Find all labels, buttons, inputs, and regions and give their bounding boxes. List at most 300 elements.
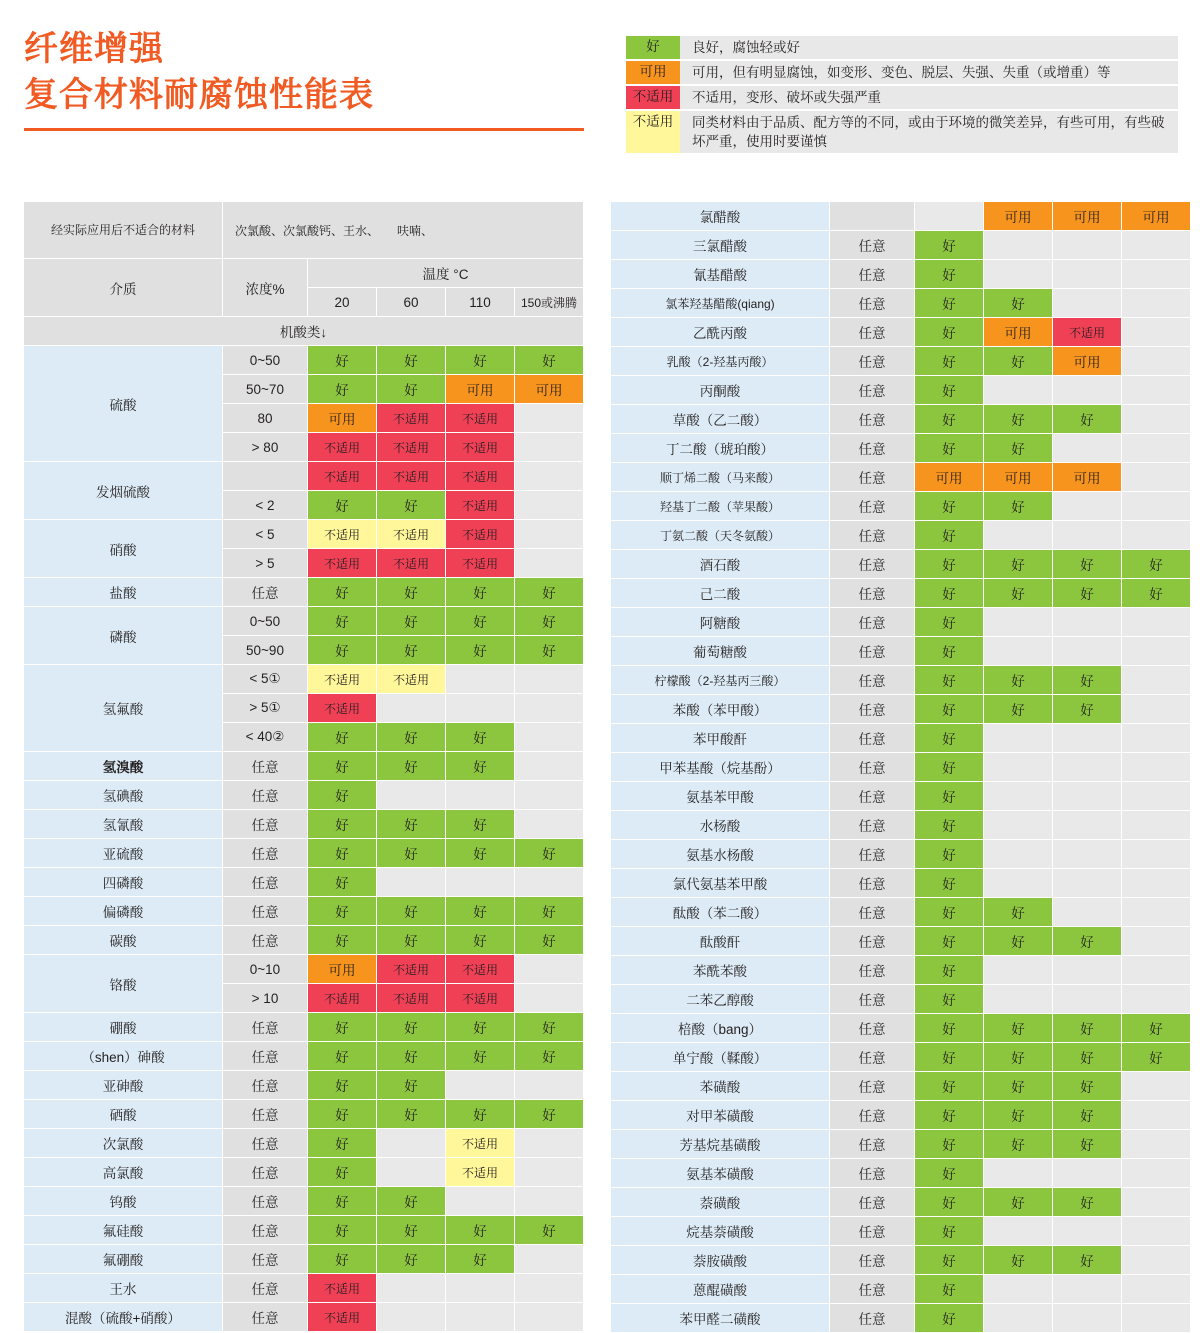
rating-cell bbox=[1122, 405, 1190, 433]
table-row bbox=[611, 869, 1190, 897]
table-row bbox=[611, 376, 1190, 404]
concentration-cell: 任意 bbox=[223, 868, 307, 896]
rating-cell bbox=[377, 781, 445, 809]
medium-name: 三氯醋酸 bbox=[611, 231, 829, 259]
rating-cell: 不适用 bbox=[446, 520, 514, 548]
rating-cell: 好 bbox=[915, 260, 983, 288]
concentration-cell: 任意 bbox=[830, 1159, 914, 1187]
rating-cell bbox=[984, 608, 1052, 636]
rating-cell bbox=[984, 260, 1052, 288]
medium-name: 碳酸 bbox=[24, 926, 222, 954]
rating-cell: 好 bbox=[1053, 550, 1121, 578]
rating-cell bbox=[515, 520, 583, 548]
table-row bbox=[24, 810, 583, 838]
rating-cell: 好 bbox=[984, 434, 1052, 462]
rating-cell bbox=[984, 753, 1052, 781]
rating-cell: 好 bbox=[984, 1014, 1052, 1042]
rating-cell: 好 bbox=[915, 1188, 983, 1216]
table-row bbox=[611, 579, 1190, 607]
table-row bbox=[24, 665, 583, 693]
rating-cell: 好 bbox=[1053, 405, 1121, 433]
medium-name: 羟基丁二酸（苹果酸） bbox=[611, 492, 829, 520]
rating-cell: 好 bbox=[1053, 1014, 1121, 1042]
rating-cell bbox=[446, 868, 514, 896]
medium-name: 亚硫酸 bbox=[24, 839, 222, 867]
concentration-cell: 任意 bbox=[223, 1071, 307, 1099]
rating-cell: 可用 bbox=[1053, 202, 1121, 230]
rating-cell bbox=[984, 869, 1052, 897]
table-row bbox=[24, 1216, 583, 1244]
table-row bbox=[24, 868, 583, 896]
table-row bbox=[611, 1246, 1190, 1274]
rating-cell bbox=[1122, 724, 1190, 752]
rating-cell: 好 bbox=[915, 376, 983, 404]
rating-cell: 好 bbox=[915, 956, 983, 984]
header-temperature: 温度 °C bbox=[308, 259, 583, 287]
medium-name: 硫酸 bbox=[24, 346, 222, 461]
rating-cell bbox=[1122, 376, 1190, 404]
rating-cell: 好 bbox=[984, 1072, 1052, 1100]
header-medium: 介质 bbox=[24, 259, 222, 316]
rating-cell: 好 bbox=[915, 492, 983, 520]
rating-cell bbox=[1122, 1275, 1190, 1303]
rating-cell: 好 bbox=[1053, 1072, 1121, 1100]
concentration-cell: 任意 bbox=[830, 1101, 914, 1129]
rating-cell bbox=[1053, 985, 1121, 1013]
rating-cell: 好 bbox=[984, 289, 1052, 317]
header-temp-20: 20 bbox=[308, 288, 376, 316]
rating-cell bbox=[377, 1303, 445, 1331]
concentration-cell: 任意 bbox=[223, 1013, 307, 1041]
rating-cell bbox=[1053, 1159, 1121, 1187]
medium-name: 氨基水杨酸 bbox=[611, 840, 829, 868]
medium-name: 萘胺磺酸 bbox=[611, 1246, 829, 1274]
medium-name: 氯苯羟基醋酸(qiang) bbox=[611, 289, 829, 317]
rating-cell: 不适用 bbox=[446, 404, 514, 432]
concentration-cell: 任意 bbox=[830, 521, 914, 549]
rating-cell: 好 bbox=[377, 1071, 445, 1099]
concentration-cell: 任意 bbox=[223, 752, 307, 780]
medium-name: 丙酮酸 bbox=[611, 376, 829, 404]
rating-cell: 好 bbox=[915, 318, 983, 346]
medium-name: 磷酸 bbox=[24, 607, 222, 664]
concentration-cell: 任意 bbox=[223, 1129, 307, 1157]
header-row-temp bbox=[24, 259, 583, 287]
concentration-cell: 任意 bbox=[830, 608, 914, 636]
medium-name: 王水 bbox=[24, 1274, 222, 1302]
concentration-cell: 任意 bbox=[830, 666, 914, 694]
rating-cell: 好 bbox=[915, 1014, 983, 1042]
rating-cell bbox=[515, 1274, 583, 1302]
medium-name: 氯醋酸 bbox=[611, 202, 829, 230]
rating-cell: 不适用 bbox=[446, 491, 514, 519]
rating-cell: 好 bbox=[446, 723, 514, 751]
rating-cell: 好 bbox=[446, 1216, 514, 1244]
legend-key-usable: 可用 bbox=[626, 61, 680, 84]
rating-cell bbox=[1053, 231, 1121, 259]
table-row bbox=[611, 347, 1190, 375]
concentration-cell: 任意 bbox=[830, 1014, 914, 1042]
concentration-cell: 80 bbox=[223, 404, 307, 432]
rating-cell: 好 bbox=[515, 607, 583, 635]
section-header-organic-acids: 机酸类↓ bbox=[24, 317, 583, 345]
concentration-cell: 任意 bbox=[830, 550, 914, 578]
table-row bbox=[611, 1072, 1190, 1100]
rating-cell: 好 bbox=[915, 898, 983, 926]
table-row bbox=[24, 1071, 583, 1099]
concentration-cell: 任意 bbox=[830, 347, 914, 375]
rating-cell bbox=[1122, 840, 1190, 868]
rating-cell bbox=[1053, 492, 1121, 520]
table-row bbox=[24, 346, 583, 374]
rating-cell bbox=[1053, 260, 1121, 288]
medium-name: 次氯酸 bbox=[24, 1129, 222, 1157]
rating-cell bbox=[984, 782, 1052, 810]
rating-cell: 好 bbox=[1053, 1101, 1121, 1129]
legend-item-caution bbox=[626, 111, 1178, 153]
concentration-cell: 任意 bbox=[223, 1187, 307, 1215]
medium-name: 发烟硫酸 bbox=[24, 462, 222, 519]
rating-cell: 好 bbox=[377, 839, 445, 867]
table-row bbox=[611, 492, 1190, 520]
rating-cell: 好 bbox=[1122, 550, 1190, 578]
rating-cell: 好 bbox=[377, 346, 445, 374]
rating-cell bbox=[1122, 985, 1190, 1013]
table-row bbox=[611, 811, 1190, 839]
rating-cell: 好 bbox=[446, 810, 514, 838]
rating-cell: 不适用 bbox=[446, 984, 514, 1012]
medium-name: 乙酰丙酸 bbox=[611, 318, 829, 346]
table-row bbox=[611, 898, 1190, 926]
rating-cell: 好 bbox=[1053, 1246, 1121, 1274]
rating-cell bbox=[515, 781, 583, 809]
rating-cell bbox=[1122, 1304, 1190, 1332]
table-row bbox=[611, 1275, 1190, 1303]
rating-cell bbox=[1122, 347, 1190, 375]
legend-key-good: 好 bbox=[626, 36, 680, 59]
rating-cell bbox=[515, 433, 583, 461]
table-row bbox=[24, 1274, 583, 1302]
medium-name: 葡萄糖酸 bbox=[611, 637, 829, 665]
rating-cell bbox=[515, 1303, 583, 1331]
concentration-cell: 任意 bbox=[830, 1072, 914, 1100]
rating-cell: 好 bbox=[446, 926, 514, 954]
rating-cell bbox=[1122, 1072, 1190, 1100]
concentration-cell: 任意 bbox=[830, 1246, 914, 1274]
rating-cell: 好 bbox=[308, 752, 376, 780]
concentration-cell: 任意 bbox=[830, 260, 914, 288]
concentration-cell: < 5① bbox=[223, 665, 307, 693]
medium-name: 萘磺酸 bbox=[611, 1188, 829, 1216]
table-row bbox=[24, 1100, 583, 1128]
rating-cell: 好 bbox=[984, 1188, 1052, 1216]
rating-cell: 好 bbox=[915, 579, 983, 607]
rating-cell: 好 bbox=[915, 434, 983, 462]
medium-name: 酒石酸 bbox=[611, 550, 829, 578]
rating-cell bbox=[515, 1129, 583, 1157]
rating-cell bbox=[515, 462, 583, 490]
rating-cell bbox=[1122, 521, 1190, 549]
concentration-cell: 任意 bbox=[830, 1275, 914, 1303]
rating-cell bbox=[1122, 753, 1190, 781]
rating-cell: 好 bbox=[984, 898, 1052, 926]
table-row bbox=[24, 578, 583, 606]
rating-cell bbox=[515, 1187, 583, 1215]
rating-cell: 好 bbox=[377, 491, 445, 519]
rating-cell bbox=[515, 665, 583, 693]
table-row bbox=[611, 840, 1190, 868]
rating-cell: 好 bbox=[984, 1043, 1052, 1071]
rating-cell bbox=[515, 723, 583, 751]
table-row bbox=[24, 520, 583, 548]
rating-cell: 不适用 bbox=[377, 462, 445, 490]
rating-cell: 好 bbox=[915, 840, 983, 868]
rating-cell bbox=[1053, 956, 1121, 984]
rating-cell: 好 bbox=[915, 1246, 983, 1274]
header-row-materials bbox=[24, 202, 583, 258]
concentration-cell: 0~50 bbox=[223, 346, 307, 374]
rating-cell: 好 bbox=[515, 1216, 583, 1244]
legend-key-unfit: 不适用 bbox=[626, 86, 680, 109]
rating-cell: 好 bbox=[915, 1275, 983, 1303]
rating-cell: 好 bbox=[377, 1187, 445, 1215]
header-concentration: 浓度% bbox=[223, 259, 307, 316]
concentration-cell: 任意 bbox=[830, 579, 914, 607]
corrosion-table-left bbox=[23, 201, 584, 1332]
concentration-cell: > 5① bbox=[223, 694, 307, 722]
rating-cell bbox=[515, 810, 583, 838]
rating-cell bbox=[1122, 1101, 1190, 1129]
rating-cell: 好 bbox=[308, 868, 376, 896]
rating-cell: 好 bbox=[377, 1042, 445, 1070]
corrosion-table-right bbox=[610, 201, 1191, 1333]
rating-cell bbox=[1122, 231, 1190, 259]
table-row bbox=[24, 839, 583, 867]
rating-cell: 好 bbox=[915, 724, 983, 752]
header-temp-110: 110 bbox=[446, 288, 514, 316]
concentration-cell bbox=[830, 202, 914, 230]
rating-cell bbox=[446, 1071, 514, 1099]
concentration-cell: 任意 bbox=[223, 839, 307, 867]
rating-cell bbox=[515, 868, 583, 896]
concentration-cell: 任意 bbox=[830, 840, 914, 868]
header-unsuitable-list: 次氯酸、次氯酸钙、王水、 呋喃、 bbox=[223, 202, 583, 258]
rating-cell: 好 bbox=[1053, 1130, 1121, 1158]
rating-cell: 不适用 bbox=[377, 404, 445, 432]
table-row bbox=[611, 289, 1190, 317]
rating-cell bbox=[446, 1303, 514, 1331]
medium-name: 单宁酸（鞣酸） bbox=[611, 1043, 829, 1071]
table-row bbox=[24, 926, 583, 954]
concentration-cell: 任意 bbox=[223, 926, 307, 954]
rating-cell bbox=[1053, 1217, 1121, 1245]
rating-cell bbox=[984, 1159, 1052, 1187]
rating-cell: 好 bbox=[377, 1216, 445, 1244]
rating-cell: 好 bbox=[915, 1159, 983, 1187]
concentration-cell: 任意 bbox=[830, 869, 914, 897]
rating-cell bbox=[984, 1275, 1052, 1303]
table-row bbox=[611, 666, 1190, 694]
rating-cell: 好 bbox=[377, 723, 445, 751]
concentration-cell: < 5 bbox=[223, 520, 307, 548]
rating-cell bbox=[1122, 1217, 1190, 1245]
rating-cell bbox=[984, 985, 1052, 1013]
rating-cell: 不适用 bbox=[308, 984, 376, 1012]
table-row bbox=[611, 1159, 1190, 1187]
rating-cell: 好 bbox=[308, 375, 376, 403]
rating-cell: 可用 bbox=[915, 463, 983, 491]
legend-desc-usable: 可用，但有明显腐蚀，如变形、变色、脱层、失强、失重（或增重）等 bbox=[692, 65, 1111, 80]
table-row bbox=[611, 1014, 1190, 1042]
concentration-cell: 任意 bbox=[830, 289, 914, 317]
rating-cell bbox=[446, 781, 514, 809]
rating-cell: 不适用 bbox=[446, 549, 514, 577]
rating-cell bbox=[984, 956, 1052, 984]
rating-cell: 好 bbox=[915, 521, 983, 549]
table-row bbox=[24, 462, 583, 490]
rating-cell: 好 bbox=[446, 346, 514, 374]
concentration-cell: 任意 bbox=[830, 376, 914, 404]
rating-cell: 不适用 bbox=[308, 433, 376, 461]
medium-name: 钨酸 bbox=[24, 1187, 222, 1215]
rating-cell bbox=[515, 955, 583, 983]
rating-cell: 不适用 bbox=[308, 1274, 376, 1302]
rating-cell: 好 bbox=[984, 927, 1052, 955]
rating-cell: 好 bbox=[377, 375, 445, 403]
medium-name: 棓酸（bang） bbox=[611, 1014, 829, 1042]
rating-cell: 可用 bbox=[308, 404, 376, 432]
rating-cell bbox=[377, 1158, 445, 1186]
medium-name: 二苯乙醇酸 bbox=[611, 985, 829, 1013]
medium-name: （shen）砷酸 bbox=[24, 1042, 222, 1070]
rating-cell bbox=[1122, 1246, 1190, 1274]
rating-cell: 好 bbox=[515, 1100, 583, 1128]
left-table-head bbox=[24, 202, 583, 345]
table-row bbox=[24, 1303, 583, 1331]
rating-cell: 好 bbox=[984, 1101, 1052, 1129]
concentration-cell: 任意 bbox=[830, 463, 914, 491]
rating-cell: 好 bbox=[984, 405, 1052, 433]
rating-cell: 好 bbox=[377, 810, 445, 838]
medium-name: 酞酸酐 bbox=[611, 927, 829, 955]
concentration-cell: 任意 bbox=[830, 1043, 914, 1071]
rating-cell: 好 bbox=[915, 811, 983, 839]
rating-cell: 好 bbox=[308, 1158, 376, 1186]
rating-cell bbox=[446, 694, 514, 722]
rating-cell: 好 bbox=[377, 578, 445, 606]
table-row bbox=[611, 231, 1190, 259]
rating-cell: 可用 bbox=[446, 375, 514, 403]
rating-cell bbox=[1122, 318, 1190, 346]
medium-name: 丁二酸（琥珀酸） bbox=[611, 434, 829, 462]
rating-cell: 好 bbox=[915, 869, 983, 897]
rating-cell bbox=[377, 1129, 445, 1157]
rating-cell: 不适用 bbox=[308, 520, 376, 548]
rating-cell: 好 bbox=[515, 926, 583, 954]
concentration-cell: 任意 bbox=[223, 897, 307, 925]
rating-cell: 好 bbox=[984, 347, 1052, 375]
rating-cell bbox=[1122, 782, 1190, 810]
rating-cell bbox=[1122, 927, 1190, 955]
concentration-cell: 50~90 bbox=[223, 636, 307, 664]
rating-cell: 好 bbox=[1122, 1014, 1190, 1042]
rating-cell: 可用 bbox=[1122, 202, 1190, 230]
concentration-cell: 任意 bbox=[223, 781, 307, 809]
rating-cell: 可用 bbox=[515, 375, 583, 403]
medium-name: 丁氨二酸（天冬氨酸） bbox=[611, 521, 829, 549]
rating-cell bbox=[1122, 608, 1190, 636]
table-row bbox=[611, 956, 1190, 984]
medium-name: 高氯酸 bbox=[24, 1158, 222, 1186]
table-row bbox=[24, 1129, 583, 1157]
medium-name: 氟硼酸 bbox=[24, 1245, 222, 1273]
rating-cell: 好 bbox=[515, 346, 583, 374]
medium-name: 烷基萘磺酸 bbox=[611, 1217, 829, 1245]
concentration-cell: 任意 bbox=[830, 231, 914, 259]
rating-cell: 好 bbox=[1053, 666, 1121, 694]
rating-cell bbox=[515, 549, 583, 577]
rating-cell bbox=[1053, 898, 1121, 926]
rating-cell: 好 bbox=[515, 1013, 583, 1041]
rating-cell bbox=[446, 1274, 514, 1302]
medium-name: 氢氟酸 bbox=[24, 665, 222, 751]
rating-cell bbox=[1122, 289, 1190, 317]
rating-cell: 好 bbox=[308, 926, 376, 954]
rating-cell: 好 bbox=[984, 492, 1052, 520]
rating-cell: 好 bbox=[308, 1129, 376, 1157]
legend-desc-unfit: 不适用，变形、破坏或失强严重 bbox=[692, 90, 881, 105]
rating-cell: 好 bbox=[308, 1042, 376, 1070]
rating-cell: 好 bbox=[915, 1101, 983, 1129]
concentration-cell bbox=[223, 462, 307, 490]
rating-cell bbox=[515, 984, 583, 1012]
rating-cell: 好 bbox=[515, 897, 583, 925]
table-row bbox=[611, 202, 1190, 230]
title-line-1: 纤维增强 bbox=[24, 30, 164, 68]
rating-cell: 不适用 bbox=[1053, 318, 1121, 346]
rating-cell: 好 bbox=[915, 666, 983, 694]
concentration-cell: 任意 bbox=[830, 927, 914, 955]
table-row bbox=[611, 1217, 1190, 1245]
rating-cell bbox=[984, 521, 1052, 549]
table-row bbox=[611, 318, 1190, 346]
rating-cell bbox=[1122, 1159, 1190, 1187]
concentration-cell: > 10 bbox=[223, 984, 307, 1012]
rating-cell bbox=[984, 1304, 1052, 1332]
medium-name: 偏磷酸 bbox=[24, 897, 222, 925]
rating-cell: 好 bbox=[915, 289, 983, 317]
legend-key-caution: 不适用 bbox=[626, 111, 680, 153]
rating-cell: 不适用 bbox=[308, 665, 376, 693]
rating-cell: 可用 bbox=[1053, 347, 1121, 375]
rating-cell bbox=[1122, 695, 1190, 723]
concentration-cell: 50~70 bbox=[223, 375, 307, 403]
rating-cell: 好 bbox=[1053, 1188, 1121, 1216]
concentration-cell: 任意 bbox=[830, 985, 914, 1013]
table-row bbox=[611, 608, 1190, 636]
table-row bbox=[24, 607, 583, 635]
rating-cell: 好 bbox=[915, 550, 983, 578]
rating-cell: 好 bbox=[446, 1245, 514, 1273]
concentration-cell: > 80 bbox=[223, 433, 307, 461]
concentration-cell: 任意 bbox=[830, 898, 914, 926]
rating-cell bbox=[1122, 869, 1190, 897]
concentration-cell: 任意 bbox=[223, 810, 307, 838]
concentration-cell: 任意 bbox=[830, 492, 914, 520]
rating-cell: 好 bbox=[377, 1100, 445, 1128]
rating-cell bbox=[515, 404, 583, 432]
table-row bbox=[24, 1042, 583, 1070]
